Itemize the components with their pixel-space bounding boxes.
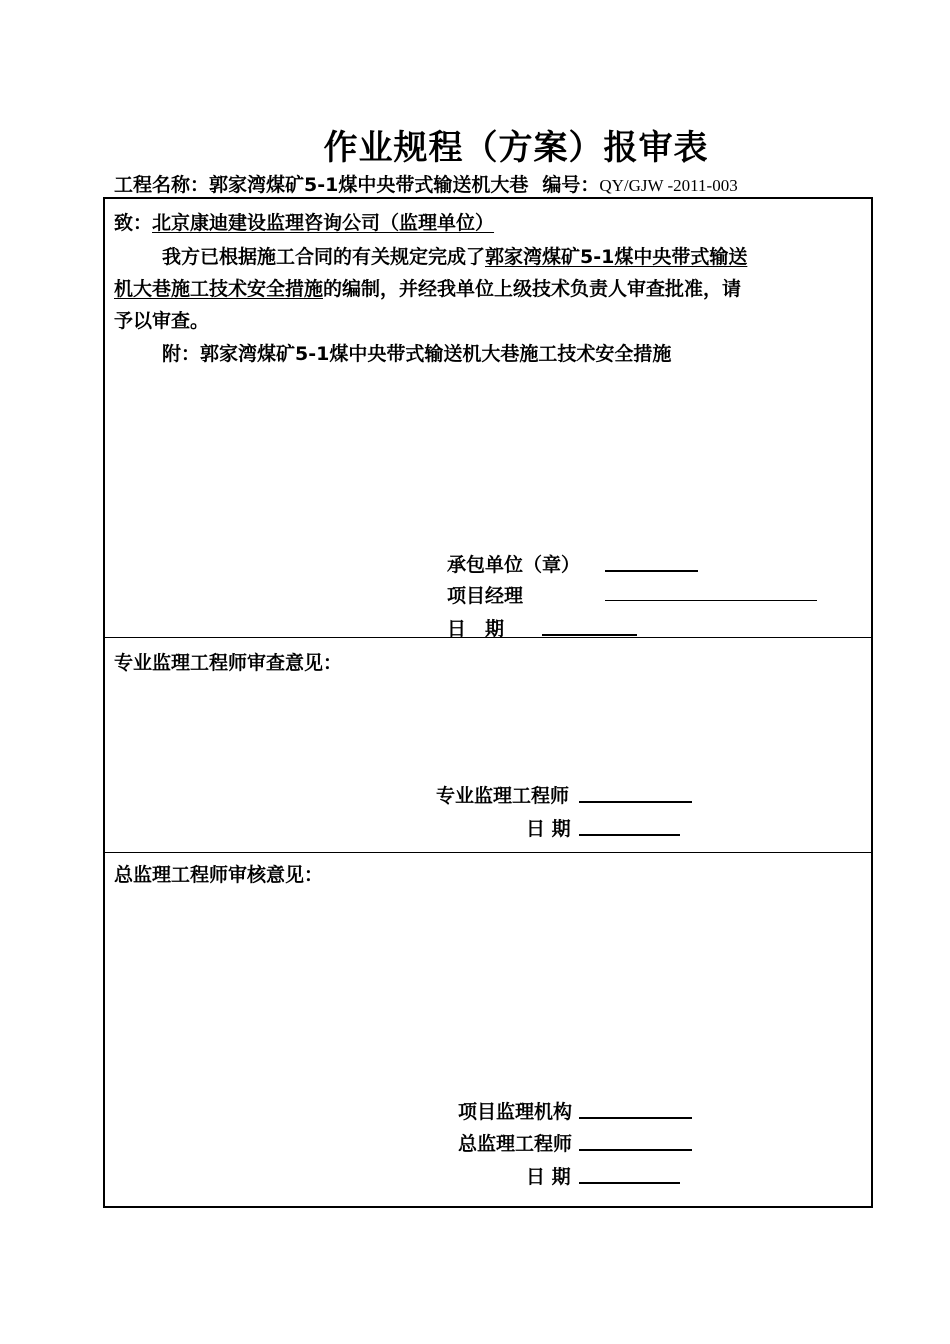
supervision-unit: 北京康迪建设监理咨询公司（监理单位） (152, 212, 495, 234)
section-divider-2 (103, 852, 873, 853)
contractor-signature-line (605, 570, 698, 572)
org-label: 项目监理机构 (458, 1101, 573, 1123)
attachment-line: 附：郭家湾煤矿5-1煤中央带式输送机大巷施工技术安全措施 (162, 343, 672, 365)
document-code: QY/GJW -2011-003 (599, 176, 738, 195)
org-signature-line (579, 1117, 692, 1119)
to-label: 致： (114, 212, 153, 234)
project-name: 郭家湾煤矿5-1煤中央带式输送机大巷 (209, 174, 529, 196)
date-line-3 (579, 1182, 680, 1184)
code-label: 编号： (542, 174, 600, 196)
project-name-label: 工程名称： (114, 174, 210, 196)
engineer-review-heading: 专业监理工程师审查意见： (114, 652, 343, 674)
manager-label: 项目经理 (447, 585, 524, 607)
engineer-signature-line (579, 801, 692, 803)
chief-engineer-label: 总监理工程师 (458, 1133, 573, 1155)
date-label-1: 日 期 (447, 618, 505, 640)
date-label-2: 日 期 (526, 818, 571, 840)
body-line-3: 予以审查。 (114, 310, 210, 332)
project-header (114, 170, 738, 197)
contractor-label: 承包单位（章） (447, 554, 581, 576)
body-line-2 (114, 274, 741, 301)
body-text: 我方已根据施工合同的有关规定完成了 (162, 246, 486, 268)
engineer-label: 专业监理工程师 (436, 785, 570, 807)
body-text: 的编制，并经我单位上级技术负责人审查批准，请 (323, 278, 742, 300)
recipient-line (114, 208, 494, 235)
body-line-1 (162, 242, 747, 269)
date-line-1 (542, 634, 637, 636)
page-title: 作业规程（方案）报审表 (323, 128, 709, 168)
manager-signature-line (605, 600, 817, 601)
scheme-name-part2: 机大巷施工技术安全措施 (114, 278, 324, 300)
chief-review-heading: 总监理工程师审核意见： (114, 864, 324, 886)
date-line-2 (579, 834, 680, 836)
date-label-3: 日 期 (526, 1166, 571, 1188)
scheme-name-part1: 郭家湾煤矿5-1煤中央带式输送 (485, 246, 748, 268)
chief-signature-line (579, 1149, 692, 1151)
